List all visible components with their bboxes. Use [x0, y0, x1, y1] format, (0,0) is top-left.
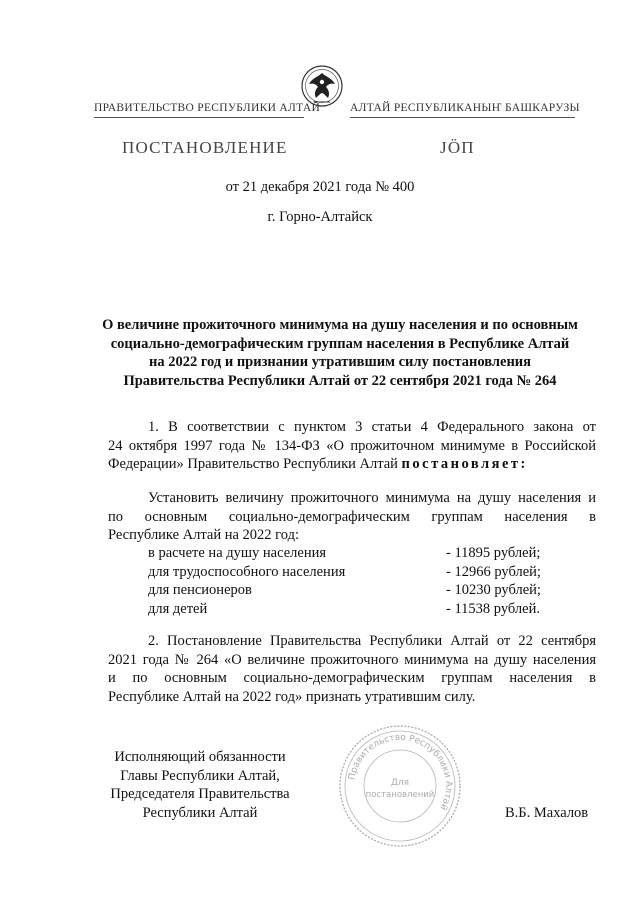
stamp-ring-text: Правительство Республики Алтай	[347, 732, 454, 812]
stamp-center-line: Для	[390, 778, 410, 788]
document-title	[80, 316, 600, 390]
signatory-line: Председателя Правительства	[110, 786, 290, 802]
header-underline-left	[94, 117, 304, 118]
stamp-center-line: постановлений	[365, 790, 435, 800]
list-item-label: в расчете на душу населения	[148, 545, 327, 561]
doc-type-left: ПОСТАНОВЛЕНИЕ	[122, 138, 288, 157]
list-item-value: - 12966 рублей;	[446, 563, 541, 580]
list-item	[148, 581, 558, 600]
decree-keyword: постановляет:	[401, 456, 528, 472]
header-right-org: АЛТАЙ РЕСПУБЛИКАНЫҤ БАШКАРУЗЫ	[350, 102, 580, 114]
title-line: Правительства Республики Алтай от 22 сентября 2021 года № 264	[123, 372, 557, 389]
paragraph-line	[108, 455, 596, 474]
paragraph-line: 2021 года № 264 «О величине прожиточного минимума на душу населения	[108, 651, 596, 668]
paragraph-2	[108, 489, 596, 545]
paragraph-line: Республике Алтай на 2022 год» признать утратившим силу.	[108, 688, 476, 705]
signatory-position	[100, 748, 300, 822]
list-item	[148, 600, 558, 619]
signatory-name: В.Б. Махалов	[505, 805, 589, 821]
paragraph-line: и по основным социально-демографическим группам населения в	[108, 670, 596, 686]
signatory-line: Республики Алтай	[142, 804, 258, 821]
title-line: на 2022 год и признании утратившим силу постановления	[148, 354, 532, 370]
document-date-number: от 21 декабря 2021 года № 400	[225, 179, 415, 195]
paragraph-text: Федерации» Правительство Республики Алтай	[108, 456, 398, 472]
list-item	[148, 563, 558, 582]
list-item-value: - 11895 рублей;	[446, 545, 541, 561]
list-item-label: для детей	[148, 600, 208, 617]
minimum-values-list	[148, 544, 558, 618]
signatory-line: Исполняющий обязанности	[114, 749, 286, 765]
list-item-value: - 11538 рублей.	[446, 600, 540, 617]
paragraph-line: 1. В соответствии с пунктом 3 статьи 4 Федерального закона от	[148, 419, 596, 435]
list-item-label: для трудоспособного населения	[148, 563, 346, 580]
list-item-label: для пенсионеров	[148, 582, 252, 598]
official-stamp	[336, 722, 464, 850]
doc-type-right: JÖП	[440, 138, 475, 157]
header-underline-right	[350, 117, 575, 118]
document-city: г. Горно-Алтайск	[267, 209, 373, 225]
list-item-value: - 10230 рублей;	[446, 582, 541, 598]
paragraph-line: 2. Постановление Правительства Республики Алтай от 22 сентября	[148, 633, 596, 649]
paragraph-1	[108, 418, 596, 474]
title-line: О величине прожиточного минимума на душу населения и по основным	[102, 317, 578, 333]
header-left-org: ПРАВИТЕЛЬСТВО РЕСПУБЛИКИ АЛТАЙ	[94, 102, 321, 114]
paragraph-line: Республике Алтай на 2022 год:	[108, 527, 299, 543]
paragraph-3	[108, 632, 596, 706]
paragraph-line: по основным социально-демографическим группам населения в	[108, 508, 596, 525]
title-line: социально-демографическим группам населения в Республике Алтай	[110, 335, 570, 352]
list-item	[148, 544, 558, 563]
paragraph-line: 24 октября 1997 года № 134-ФЗ «О прожиточном минимуме в Российской	[108, 437, 596, 454]
paragraph-line: Установить величину прожиточного минимума на душу населения и	[148, 490, 596, 506]
signatory-line: Главы Республики Алтай,	[120, 767, 280, 784]
